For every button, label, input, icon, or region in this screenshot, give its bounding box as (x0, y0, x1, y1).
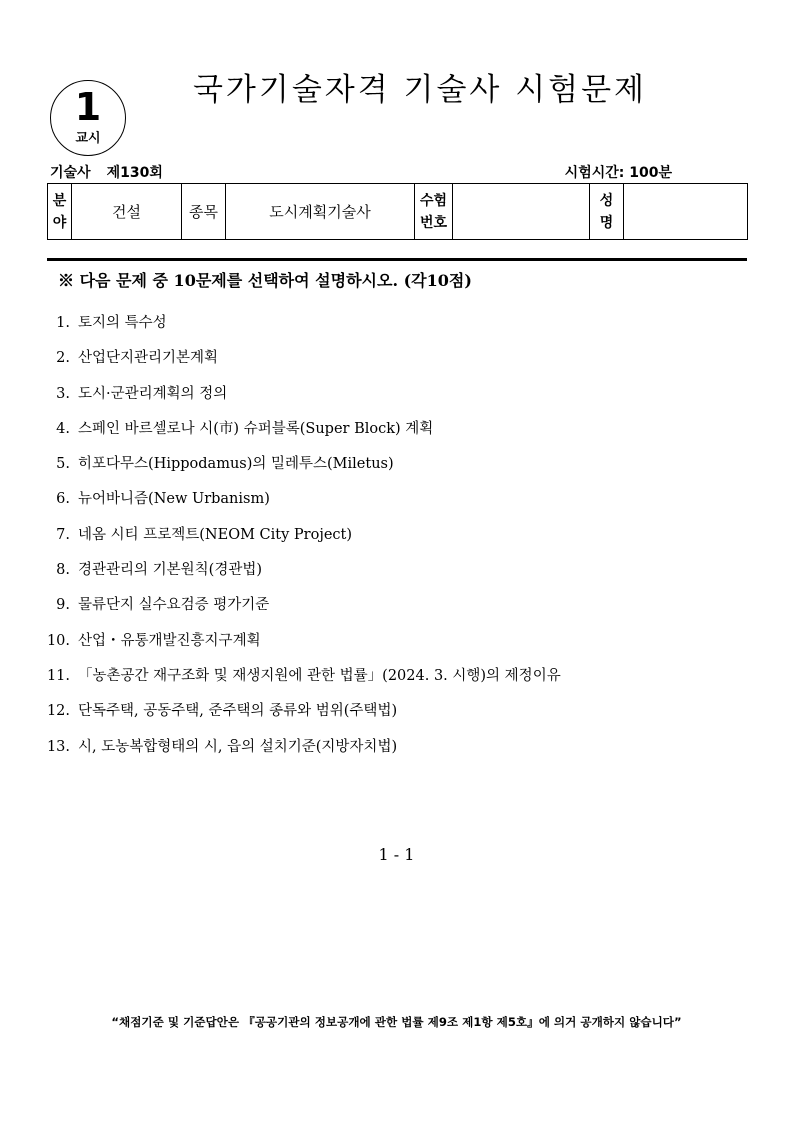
session-badge (50, 80, 126, 156)
question-text: 단독주택, 공동주택, 준주택의 종류와 범위(주택법) (78, 703, 398, 720)
question-item (44, 486, 561, 521)
question-number: 12. (46, 703, 70, 720)
question-item (44, 734, 561, 769)
type-label: 종목 (182, 184, 226, 240)
exam-category: 기술사 (50, 165, 91, 181)
question-item (44, 381, 561, 416)
question-text: 히포다무스(Hippodamus)의 밀레투스(Miletus) (78, 456, 394, 473)
divider (47, 258, 747, 261)
question-number: 3. (56, 385, 70, 402)
question-item (44, 522, 561, 557)
question-number: 9. (56, 597, 70, 614)
page-title: 국가기술자격 기술사 시험문제 (192, 72, 647, 108)
question-text: 물류단지 실수요검증 평가기준 (78, 597, 270, 614)
name-field[interactable] (624, 184, 748, 240)
question-item (44, 345, 561, 380)
exam-round: 제130회 (106, 165, 163, 181)
question-item (44, 451, 561, 486)
page-number: 1 - 1 (378, 845, 415, 864)
footer-notice: “채점기준 및 기준답안은 『공공기관의 정보공개에 관한 법률 제9조 제1항 제5호』에 의거 공개하지 않습니다” (111, 1015, 682, 1029)
question-item (44, 557, 561, 592)
question-text: 도시·군관리계획의 정의 (78, 385, 228, 402)
header-table (47, 183, 748, 240)
question-number: 1. (56, 315, 70, 331)
field-value: 건설 (72, 184, 182, 240)
question-text: 「농촌공간 재구조화 및 재생지원에 관한 법률」(2024. 3. 시행)의 제정이유 (78, 667, 561, 684)
exam-number-field[interactable] (453, 184, 590, 240)
question-list (44, 310, 561, 769)
question-number: 5. (56, 456, 70, 473)
question-item (44, 592, 561, 627)
question-number: 8. (56, 562, 70, 579)
session-number: 1 (74, 85, 102, 129)
field-label: 분 야 (48, 184, 72, 240)
question-text: 스페인 바르셀로나 시(市) 슈퍼블록(Super Block) 계획 (78, 420, 434, 437)
exam-time: 시험시간: 100분 (564, 165, 672, 181)
question-text: 산업・유통개발진흥지구계획 (78, 632, 261, 649)
question-item (44, 628, 561, 663)
instruction: ※ 다음 문제 중 10문제를 선택하여 설명하시오. (각10점) (58, 271, 472, 290)
exam-number-label: 수험 번호 (415, 184, 453, 240)
question-item (44, 663, 561, 698)
question-number: 4. (56, 420, 70, 437)
question-item (44, 310, 561, 345)
question-text: 산업단지관리기본계획 (78, 350, 219, 367)
question-number: 11. (46, 667, 70, 684)
question-number: 2. (56, 350, 70, 367)
name-label: 성 명 (590, 184, 624, 240)
question-number: 7. (56, 526, 70, 543)
question-item (44, 416, 561, 451)
type-value: 도시계획기술사 (226, 184, 415, 240)
question-item (44, 698, 561, 733)
question-text: 토지의 특수성 (78, 315, 167, 331)
session-label: 교시 (75, 131, 101, 146)
question-number: 10. (46, 632, 70, 649)
exam-info (50, 164, 163, 182)
question-number: 13. (46, 738, 70, 755)
question-text: 뉴어바니즘(New Urbanism) (78, 491, 270, 508)
question-number: 6. (56, 491, 70, 508)
question-text: 네옴 시티 프로젝트(NEOM City Project) (78, 526, 353, 543)
question-text: 경관관리의 기본원칙(경관법) (78, 562, 263, 579)
question-text: 시, 도농복합형태의 시, 읍의 설치기준(지방자치법) (78, 738, 398, 755)
